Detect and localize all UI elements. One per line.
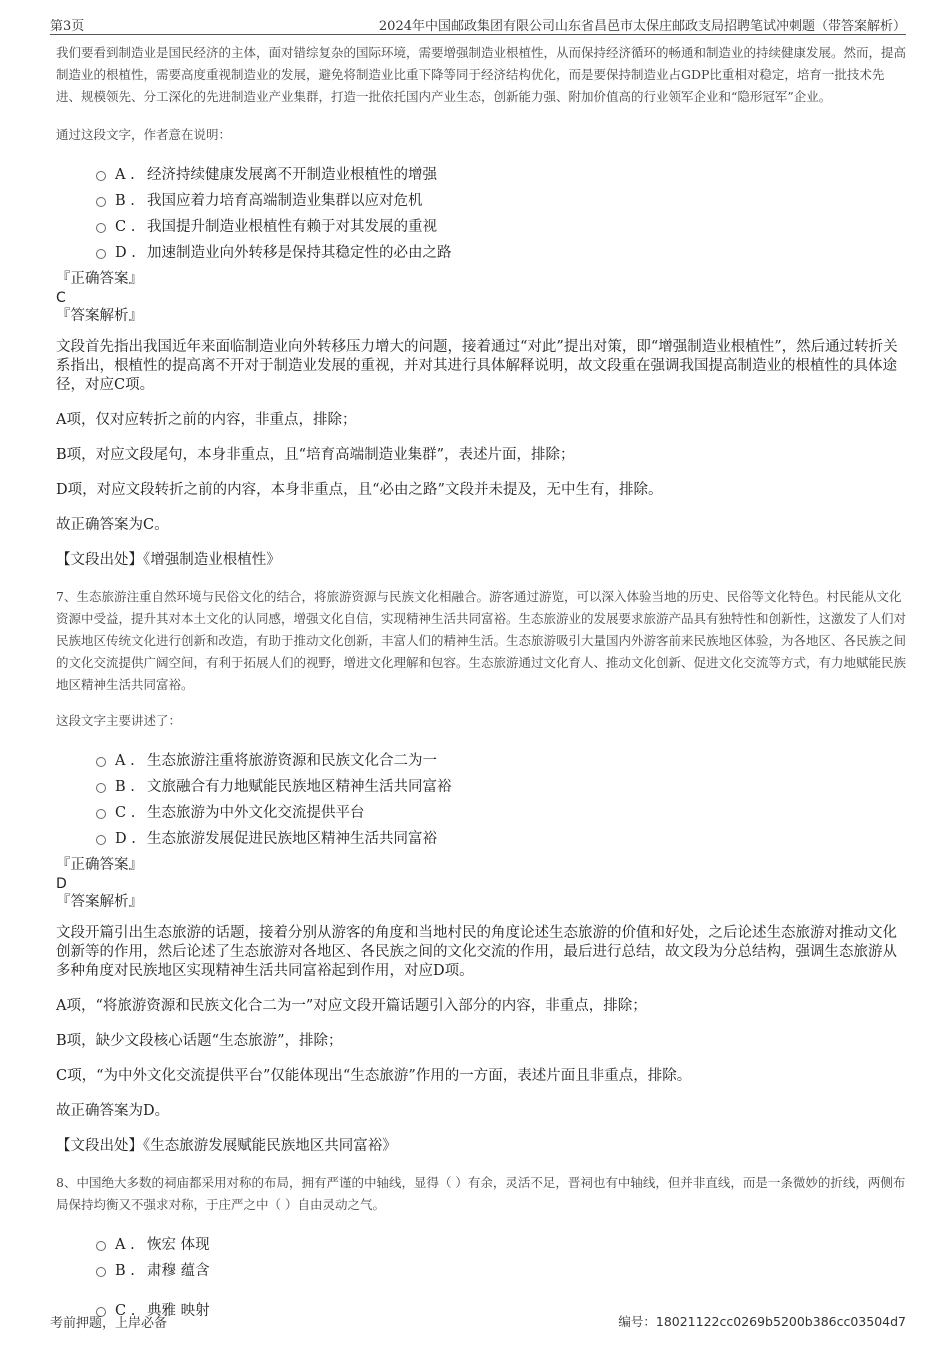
question-7 — [56, 586, 906, 1156]
option-d[interactable]: D . 生态旅游发展促进民族地区精神生活共同富裕 — [96, 826, 906, 852]
source-citation: 【文段出处】《增强制造业根植性》 — [56, 552, 281, 568]
analysis-text: 文段开篇引出生态旅游的话题，接着分别从游客的角度和当地村民的角度论述生态旅游的价值和好处，之后论述生态旅游对推动文化创新等的作用，然后论述了生态旅游对各地区、各民族之间的文化交流的作用，最后进行总结，故文段为分总结构，强调生态旅游从多种角度对民族地区实现精神生活共同富裕起到作用，对应D项。 A项，“将旅游资源和民族文化合二为一”对应文段开篇话题引入部分的内容，非重点，排除； B项，缺少文段核心话题“生态旅游”，排除； C项，“为中外文化交流提供平台”仅能体现出“生态旅游”作用的一方面，表述片面且非重点，排除。 故正确答案为D。 【文段出处】《生态旅游发展赋能民族地区共同富裕》 — [56, 924, 906, 1156]
option-b[interactable]: B . 我国应着力培育高端制造业集群以应对危机 — [96, 188, 906, 214]
option-c[interactable]: C . 我国提升制造业根植性有赖于对其发展的重视 — [96, 214, 906, 240]
option-d[interactable]: D . 加速制造业向外转移是保持其稳定性的必由之路 — [96, 240, 906, 266]
question-passage: 8、中国绝大多数的祠庙都采用对称的布局，拥有严谨的中轴线，显得（ ）有余，灵活不足，晋祠也有中轴线，但并非直线，而是一条微妙的折线，两侧布局保持均衡又不强求对称，于庄严之中（ ）自由灵动之气。 — [56, 1175, 906, 1212]
radio-icon[interactable] — [96, 757, 106, 767]
option-c[interactable]: C . 生态旅游为中外文化交流提供平台 — [96, 800, 906, 826]
answer-value: D — [56, 876, 67, 892]
source-citation: 【文段出处】《生态旅游发展赋能民族地区共同富裕》 — [56, 1138, 397, 1154]
radio-icon[interactable] — [96, 197, 106, 207]
question-8 — [56, 1172, 906, 1324]
document-code: 编号：18021122cc0269b5200b386cc03504d7 — [618, 1314, 906, 1329]
document-title: 2024年中国邮政集团有限公司山东省昌邑市太保庄邮政支局招聘笔试冲刺题（带答案解析） — [378, 19, 906, 34]
answer-value: C — [56, 290, 66, 306]
answer-label: 『正确答案』 — [56, 271, 143, 287]
answer-label: 『正确答案』 — [56, 857, 143, 873]
radio-icon[interactable] — [96, 809, 106, 819]
footer-slogan: 考前押题，上岸必备 — [50, 1316, 168, 1331]
question-prompt: 通过这段文字，作者意在说明： — [56, 127, 232, 142]
question-passage: 7、生态旅游注重自然环境与民俗文化的结合，将旅游资源与民族文化相融合。游客通过游览，可以深入体验当地的历史、民俗等文化特色。村民能从文化资源中受益，提升其对本土文化的认同感，增强文化自信，实现精神生活共同富裕。生态旅游业的发展要求旅游产品具有独特性和创新性，这激发了人们对民族地区传统文化进行创新和改造，有助于推动文化创新，丰富人们的精神生活。生态旅游吸引大量国内外游客前来民族地区体验，为各地区、各民族之间的文化交流提供广阔空间，有利于拓展人们的视野，增进文化理解和包容。生态旅游通过文化育人、推动文化创新、促进文化交流等方式，有力地赋能民族地区精神生活共同富裕。 — [56, 589, 907, 692]
radio-icon[interactable] — [96, 249, 106, 259]
option-b[interactable]: B . 肃穆 蕴含 — [96, 1258, 906, 1284]
analysis-label: 『答案解析』 — [56, 894, 143, 910]
radio-icon[interactable] — [96, 223, 106, 233]
page-number: 第3页 — [50, 19, 85, 34]
document-body — [56, 42, 906, 1324]
option-a[interactable]: A . 恢宏 体现 — [96, 1232, 906, 1258]
option-a[interactable]: A . 生态旅游注重将旅游资源和民族文化合二为一 — [96, 748, 906, 774]
option-a[interactable]: A . 经济持续健康发展离不开制造业根植性的增强 — [96, 162, 906, 188]
analysis-text: 文段首先指出我国近年来面临制造业向外转移压力增大的问题，接着通过“对此”提出对策，即“增强制造业根植性”，然后通过转折关系指出，根植性的提高离不开对于制造业发展的重视，并对其进行具体解释说明，故文段重在强调我国提高制造业的根植性的具体途径，对应C项。 A项，仅对应转折之前的内容，非重点，排除； B项，对应文段尾句，本身非重点，且“培育高端制造业集群”，表述片面，排除； D项，对应文段转折之前的内容，本身非重点，且“必由之路”文段并未提及，无中生有，排除。 故正确答案为C。 【文段出处】《增强制造业根植性》 — [56, 338, 906, 570]
radio-icon[interactable] — [96, 171, 106, 181]
option-b[interactable]: B . 文旅融合有力地赋能民族地区精神生活共同富裕 — [96, 774, 906, 800]
page-header — [50, 14, 906, 35]
radio-icon[interactable] — [96, 783, 106, 793]
question-passage: 我们要看到制造业是国民经济的主体，面对错综复杂的国际环境，需要增强制造业根植性，从而保持经济循环的畅通和制造业的持续健康发展。然而，提高制造业的根植性，需要高度重视制造业的发展，避免将制造业比重下降等同于经济结构优化，而是要保持制造业占GDP比重相对稳定，培育一批技术先进、规模领先、分工深化的先进制造业产业集群，打造一批依托国内产业生态，创新能力强、附加价值高的行业领军企业和“隐形冠军”企业。 — [56, 45, 907, 104]
option-c[interactable]: C . 典雅 映射 — [96, 1298, 906, 1324]
page-footer — [50, 1312, 906, 1330]
option-list — [56, 1232, 906, 1324]
option-list — [56, 162, 906, 266]
question-6 — [56, 42, 906, 570]
radio-icon[interactable] — [96, 1241, 106, 1251]
radio-icon[interactable] — [96, 835, 106, 845]
question-prompt: 这段文字主要讲述了： — [56, 713, 182, 728]
option-list — [56, 748, 906, 852]
analysis-label: 『答案解析』 — [56, 308, 143, 324]
radio-icon[interactable] — [96, 1267, 106, 1277]
